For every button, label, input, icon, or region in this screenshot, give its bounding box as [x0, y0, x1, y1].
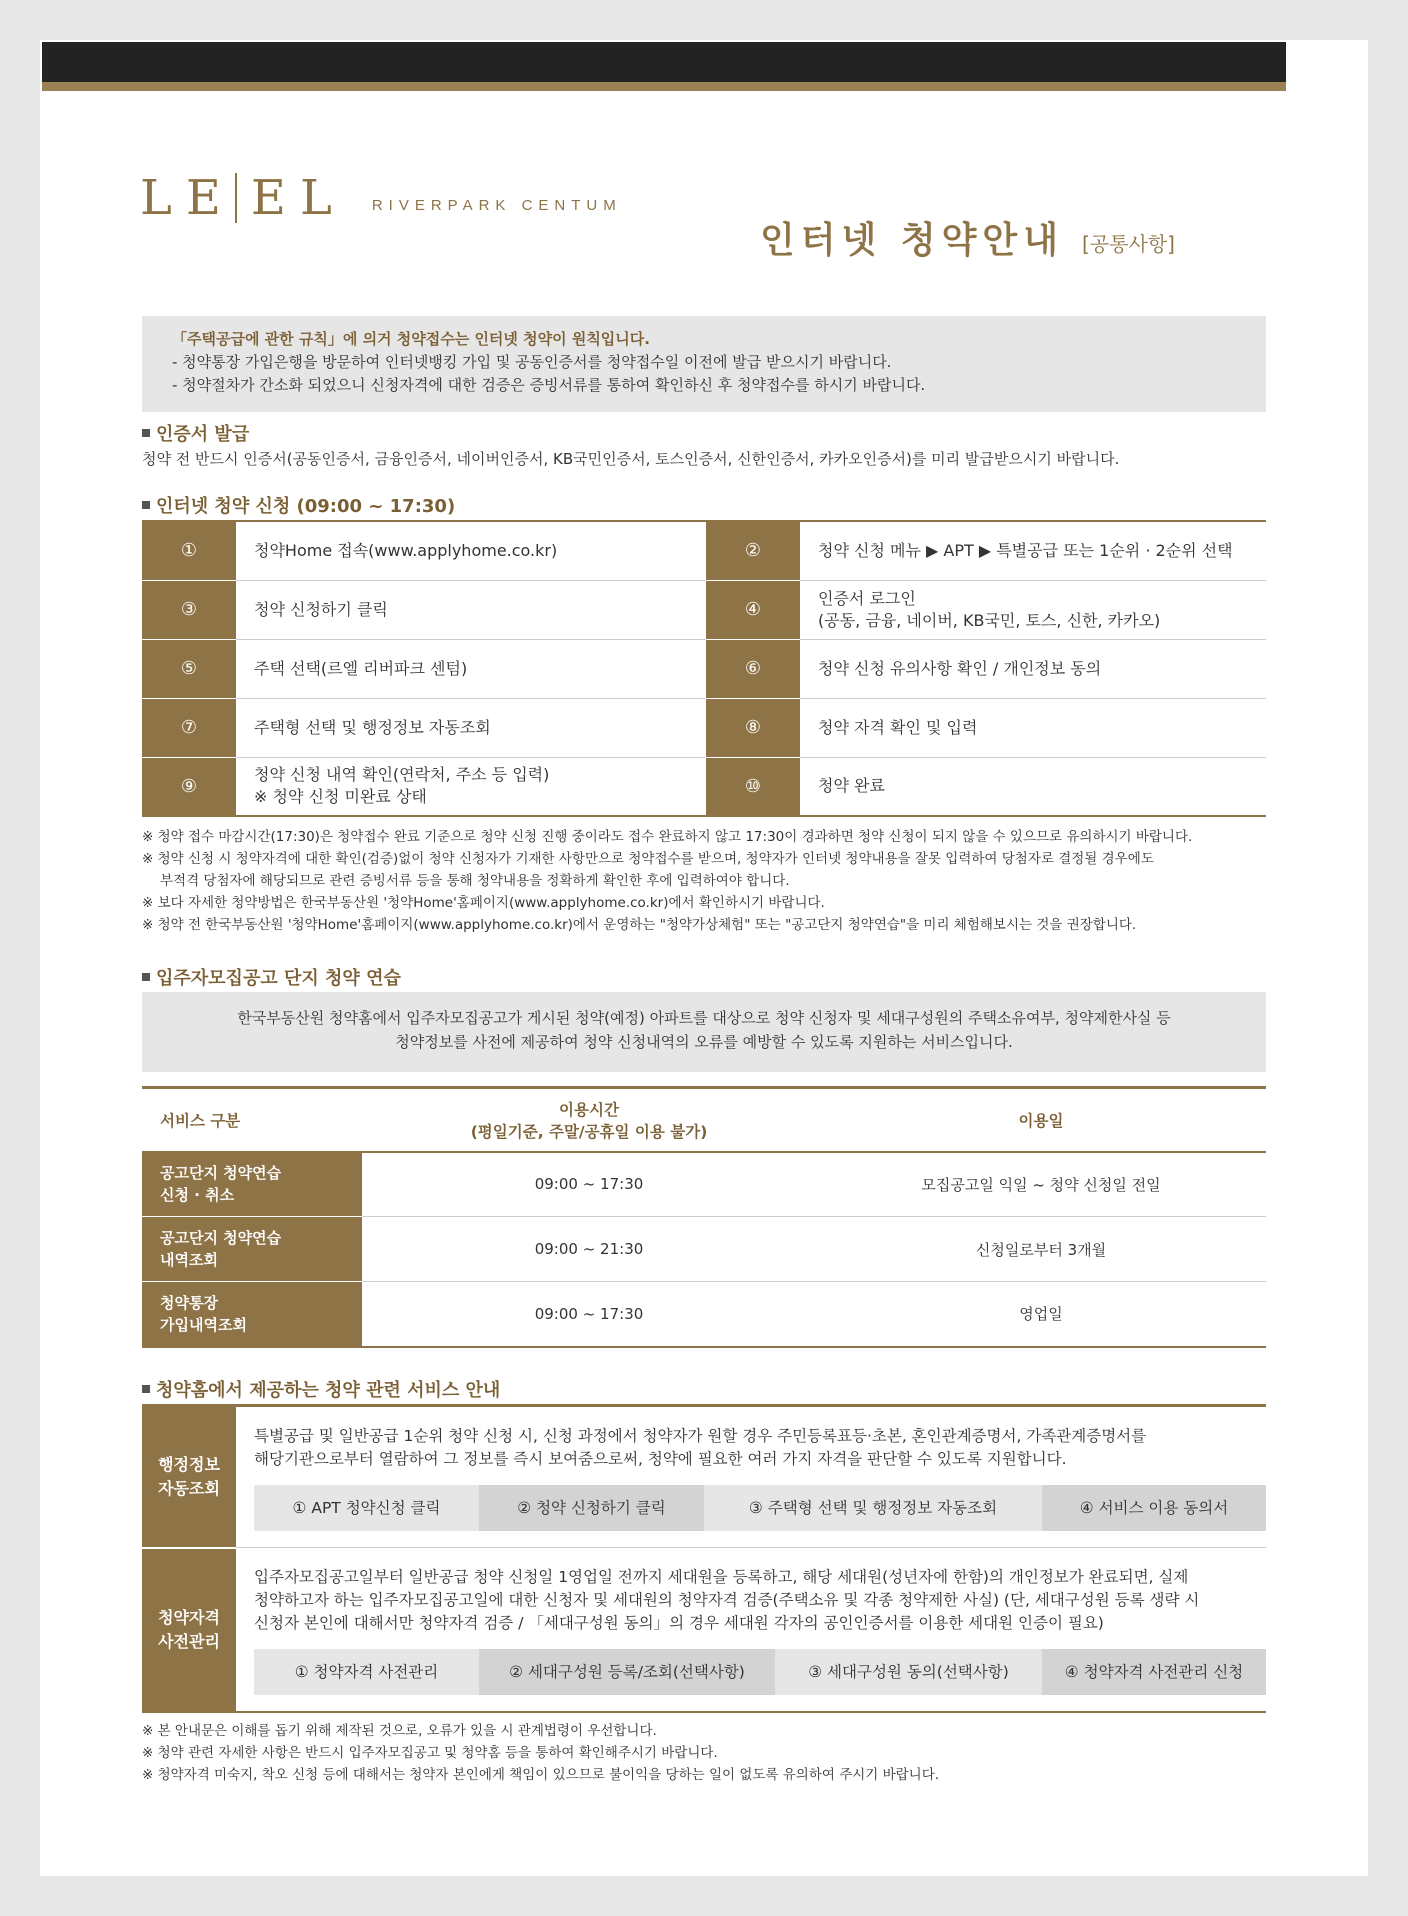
section-title-text: 입주자모집공고 단지 청약 연습 — [156, 968, 401, 989]
logo-right: EL — [250, 170, 346, 226]
table-row — [142, 580, 1266, 639]
apply-steps-table — [142, 520, 1266, 817]
apply-notes — [142, 826, 1192, 936]
bullet-square-icon — [142, 973, 150, 981]
practice-description — [142, 992, 1266, 1072]
table-row — [142, 1406, 1266, 1548]
page-title: 인터넷 청약안내 — [760, 220, 1064, 261]
step-chip: ④ 서비스 이용 동의서 — [1042, 1485, 1266, 1531]
column-header — [362, 1088, 816, 1152]
step-line: 청약 신청 유의사항 확인 / 개인정보 동의 — [818, 658, 1102, 678]
logo — [140, 170, 346, 226]
column-header: 서비스 구분 — [142, 1088, 362, 1152]
note-line: ※ 보다 자세한 청약방법은 한국부동산원 '청약Home'홈페이지(www.applyhome.co.kr)에서 확인하시기 바랍니다. — [142, 895, 825, 911]
section-title-text: 인증서 발급 — [156, 424, 250, 445]
table-header-row — [142, 1088, 1266, 1152]
label-line: 자동조회 — [158, 1478, 220, 1498]
bullet-square-icon — [142, 501, 150, 509]
section-title-practice — [142, 964, 401, 990]
step-number: ⑨ — [142, 757, 236, 816]
table-row — [142, 1548, 1266, 1713]
desc-line: 한국부동산원 청약홈에서 입주자모집공고가 게시된 청약(예정) 아파트를 대상으로 청약 신청자 및 세대구성원의 주택소유여부, 청약제한사실 등 — [237, 1009, 1171, 1027]
notice-headline: 「주택공급에 관한 규칙」에 의거 청약접수는 인터넷 청약이 원칙입니다. — [172, 330, 650, 348]
label-line: 청약자격 — [158, 1607, 220, 1627]
row-content — [236, 1406, 1266, 1548]
step-text — [800, 521, 1266, 580]
homesvc-table — [142, 1404, 1266, 1713]
header-line: 이용시간 — [559, 1100, 619, 1119]
step-line: (공동, 금융, 네이버, KB국민, 토스, 신한, 카카오) — [818, 610, 1161, 630]
note-line: ※ 청약 신청 시 청약자격에 대한 확인(검증)없이 청약 신청자가 기재한 사항만으로 청약접수를 받으며, 청약자가 인터넷 청약내용을 잘못 입력하여 당첨자로 결정될 경우에도 — [142, 851, 1154, 867]
label-line: 공고단지 청약연습 — [160, 1229, 282, 1247]
step-number: ② — [706, 521, 800, 580]
notice-box — [142, 316, 1266, 412]
step-chip: ② 청약 신청하기 클릭 — [479, 1485, 704, 1531]
step-number: ⑦ — [142, 698, 236, 757]
note-line: ※ 청약 전 한국부동산원 '청약Home'홈페이지(www.applyhome.co.kr)에서 운영하는 "청약가상체험" 또는 "공고단지 청약연습"을 미리 체험해보시는 것을 권장합니다. — [142, 917, 1137, 933]
bullet-square-icon — [142, 1385, 150, 1393]
step-text — [800, 757, 1266, 816]
header-line: (평일기준, 주말/공휴일 이용 불가) — [470, 1122, 708, 1141]
note-line: 부적격 당첨자에 해당되므로 관련 증빙서류 등을 통해 청약내용을 정확하게 확인한 후에 입력하여야 합니다. — [160, 873, 790, 889]
section-title-apply — [142, 492, 455, 518]
practice-table — [142, 1086, 1266, 1348]
step-line: 청약 신청 내역 확인(연락처, 주소 등 입력) — [254, 765, 550, 785]
step-number: ⑩ — [706, 757, 800, 816]
section-title-text: 인터넷 청약 신청 (09:00 ~ 17:30) — [156, 496, 456, 517]
step-number: ③ — [142, 580, 236, 639]
step-button-row — [254, 1649, 1266, 1695]
step-text — [236, 521, 706, 580]
label-line: 청약통장 — [160, 1293, 218, 1312]
footnote-line: ※ 청약 관련 자세한 사항은 반드시 입주자모집공고 및 청약홈 등을 통하여 확인해주시기 바랍니다. — [142, 1745, 718, 1761]
content-line: 특별공급 및 일반공급 1순위 청약 신청 시, 신청 과정에서 청약자가 원할 경우 주민등록표등·초본, 혼인관계증명서, 가족관계증명서를 — [254, 1427, 1147, 1445]
content-line: 신청자 본인에 대해서만 청약자격 검증 / 「세대구성원 동의」의 경우 세대원 각자의 공인인증서를 이용한 세대원 인증이 필요) — [254, 1614, 1104, 1632]
step-text — [236, 757, 706, 816]
step-number: ⑤ — [142, 639, 236, 698]
step-number: ⑥ — [706, 639, 800, 698]
step-text — [236, 580, 706, 639]
content-line: 청약하고자 하는 입주자모집공고일에 대한 신청자 및 세대원의 청약자격 검증(주택소유 및 각종 청약제한 사실) (단, 세대구성원 등록 생략 시 — [254, 1591, 1200, 1609]
label-line: 사전관리 — [158, 1631, 220, 1651]
step-line: 청약 신청하기 클릭 — [254, 599, 388, 619]
step-number: ⑧ — [706, 698, 800, 757]
top-bar — [42, 42, 1286, 82]
row-label — [142, 1282, 362, 1347]
brand — [140, 168, 622, 228]
table-cell: 모집공고일 익일 ~ 청약 신청일 전일 — [816, 1152, 1266, 1217]
content-line: 입주자모집공고일부터 일반공급 청약 신청일 1영업일 전까지 세대원을 등록하고, 해당 세대원(성년자에 한함)의 개인정보가 완료되면, 실제 — [254, 1568, 1189, 1586]
step-text — [236, 639, 706, 698]
label-line: 행정정보 — [158, 1454, 220, 1474]
row-label — [142, 1217, 362, 1282]
step-line: 청약Home 접속(www.applyhome.co.kr) — [254, 540, 558, 560]
step-chip: ③ 주택형 선택 및 행정정보 자동조회 — [704, 1485, 1042, 1531]
label-line: 내역조회 — [160, 1251, 218, 1269]
row-label — [142, 1406, 236, 1548]
footnote-line: ※ 본 안내문은 이해를 돕기 위해 제작된 것으로, 오류가 있을 시 관계법령이 우선합니다. — [142, 1723, 657, 1739]
row-label — [142, 1548, 236, 1713]
footnotes — [142, 1720, 939, 1786]
desc-line: 청약정보를 사전에 제공하여 청약 신청내역의 오류를 예방할 수 있도록 지원하는 서비스입니다. — [395, 1033, 1013, 1051]
step-button-row — [254, 1485, 1266, 1531]
page-title-sub: [공통사항] — [1082, 232, 1175, 256]
cert-text: 청약 전 반드시 인증서(공동인증서, 금융인증서, 네이버인증서, KB국민인증서, 토스인증서, 신한인증서, 카카오인증서)를 미리 발급받으시기 바랍니다. — [142, 450, 1120, 468]
table-cell: 신청일로부터 3개월 — [816, 1217, 1266, 1282]
row-content — [236, 1548, 1266, 1713]
table-cell: 영업일 — [1019, 1305, 1063, 1324]
logo-subtitle: RIVERPARK CENTUM — [371, 196, 622, 214]
footnote-line: ※ 청약자격 미숙지, 착오 신청 등에 대해서는 청약자 본인에게 책임이 있으므로 불이익을 당하는 일이 없도록 유의하여 주시기 바랍니다. — [142, 1767, 940, 1783]
step-text — [800, 639, 1266, 698]
step-text — [800, 580, 1266, 639]
table-row — [142, 639, 1266, 698]
step-line: 청약 자격 확인 및 입력 — [818, 717, 978, 737]
table-row — [142, 757, 1266, 816]
step-line: 주택형 선택 및 행정정보 자동조회 — [254, 717, 491, 737]
bullet-square-icon — [142, 429, 150, 437]
notice-line: - 청약절차가 간소화 되었으니 신청자격에 대한 검증은 증빙서류를 통하여 확인하신 후 청약접수를 하시기 바랍니다. — [172, 376, 926, 394]
table-cell: 09:00 ~ 17:30 — [534, 1304, 644, 1323]
step-line: 청약 완료 — [818, 776, 885, 796]
step-chip: ① 청약자격 사전관리 — [254, 1649, 479, 1695]
section-title-homesvc — [142, 1376, 500, 1402]
step-text — [236, 698, 706, 757]
step-number: ④ — [706, 580, 800, 639]
content-line: 해당기관으로부터 열람하여 그 정보를 즉시 보여줌으로써, 청약에 필요한 여러 가지 자격을 판단할 수 있도록 지원합니다. — [254, 1450, 1067, 1468]
table-row — [142, 1282, 1266, 1347]
step-chip: ② 세대구성원 등록/조회(선택사항) — [479, 1649, 775, 1695]
table-row — [142, 698, 1266, 757]
step-line: 청약 신청 메뉴 ▶ APT ▶ 특별공급 또는 1순위 · 2순위 선택 — [818, 540, 1233, 560]
label-line: 공고단지 청약연습 — [160, 1164, 282, 1183]
table-cell: 09:00 ~ 21:30 — [362, 1217, 816, 1282]
step-line: 인증서 로그인 — [818, 588, 916, 608]
step-number: ① — [142, 521, 236, 580]
step-line: 주택 선택(르엘 리버파크 센텀) — [254, 658, 468, 678]
column-header: 이용일 — [816, 1088, 1266, 1152]
table-row — [142, 1217, 1266, 1282]
section-title-cert — [142, 420, 249, 446]
label-line: 가입내역조회 — [160, 1315, 247, 1334]
note-line: ※ 청약 접수 마감시간(17:30)은 청약접수 완료 기준으로 청약 신청 진행 중이라도 접수 완료하지 않고 17:30이 경과하면 청약 신청이 되지 않을 수 있으므로 유의하시기 바랍니다. — [142, 829, 1193, 845]
step-chip: ① APT 청약신청 클릭 — [254, 1485, 479, 1531]
step-line: ※ 청약 신청 미완료 상태 — [254, 787, 427, 807]
logo-divider — [235, 173, 237, 223]
table-cell: 09:00 ~ 17:30 — [362, 1152, 816, 1217]
step-text — [800, 698, 1266, 757]
table-row — [142, 1152, 1266, 1217]
section-title-text: 청약홈에서 제공하는 청약 관련 서비스 안내 — [156, 1380, 501, 1401]
logo-left: LE — [140, 170, 235, 226]
step-chip: ④ 청약자격 사전관리 신청 — [1042, 1649, 1266, 1695]
table-row — [142, 521, 1266, 580]
step-chip: ③ 세대구성원 동의(선택사항) — [775, 1649, 1042, 1695]
row-label — [142, 1152, 362, 1217]
label-line: 신청 · 취소 — [160, 1186, 235, 1205]
notice-line: - 청약통장 가입은행을 방문하여 인터넷뱅킹 가입 및 공동인증서를 청약접수일 이전에 발급 받으시기 바랍니다. — [172, 353, 892, 371]
top-bar-accent — [42, 82, 1286, 91]
